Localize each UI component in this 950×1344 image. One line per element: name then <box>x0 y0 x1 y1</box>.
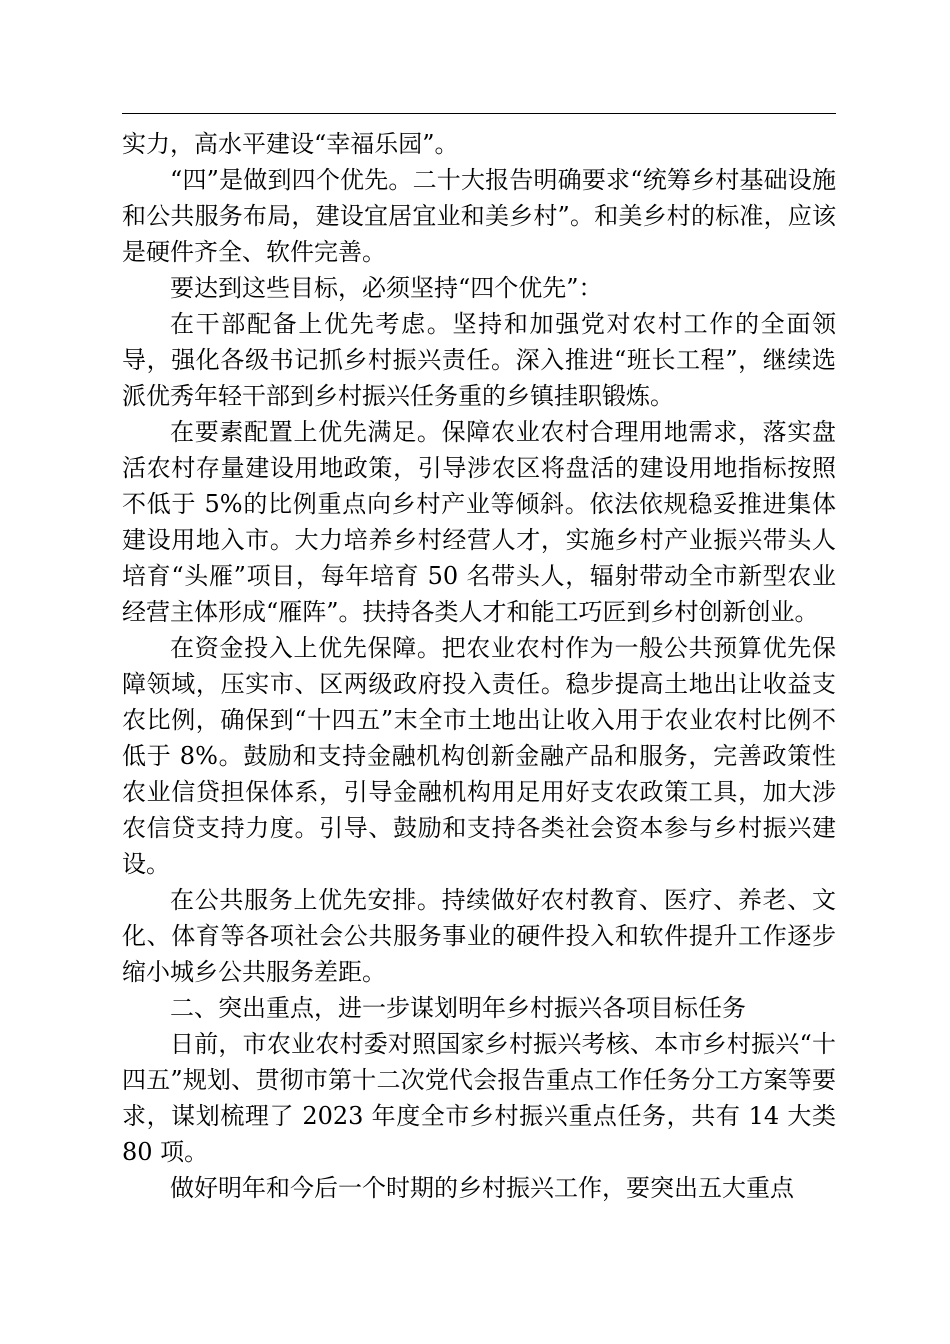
paragraph-continuation: 实力，高水平建设“幸福乐园”。 <box>122 130 459 158</box>
paragraph-cadre-allocation: 在干部配备上优先考虑。坚持和加强党对农村工作的全面领导，强化各级书记抓乡村振兴责任。深入推进“班长工程”，继续选派优秀年轻干部到乡村振兴任务重的乡镇挂职锻炼。 <box>122 310 836 410</box>
paragraph-public-services: 在公共服务上优先安排。持续做好农村教育、医疗、养老、文化、体育等各项社会公共服务事业的硬件投入和软件提升工作逐步缩小城乡公共服务差距。 <box>122 886 836 986</box>
paragraph-five-priorities: 做好明年和今后一个时期的乡村振兴工作，要突出五大重点 <box>170 1174 794 1202</box>
paragraph-factor-allocation: 在要素配置上优先满足。保障农业农村合理用地需求，落实盘活农村存量建设用地政策，引导涉农区将盘活的建设用地指标按照不低于 5%的比例重点向乡村产业等倾斜。依法依规稳妥推进集体建设用地入市。大力培养乡村经营人才，实施乡村产业振兴带头人培育“头雁”项目，每年培育 50 名带头人，辐射带动全市新型农业经营主体形成“雁阵”。扶持各类人才和能工巧匠到乡村创新创业。 <box>122 418 836 626</box>
paragraph-four-priorities-intro: “四”是做到四个优先。二十大报告明确要求“统筹乡村基础设施和公共服务布局，建设宜居宜业和美乡村”。和美乡村的标准，应该是硬件齐全、软件完善。 <box>122 166 836 266</box>
document-body <box>122 126 836 1206</box>
paragraph-funding: 在资金投入上优先保障。把农业农村作为一般公共预算优先保障领域，压实市、区两级政府投入责任。稳步提高土地出让收益支农比例，确保到“十四五”末全市土地出让收入用于农业农村比例不低于 8%。鼓励和支持金融机构创新金融产品和服务，完善政策性农业信贷担保体系，引导金融机构用足用好支农政策工具，加大涉农信贷支持力度。引导、鼓励和支持各类社会资本参与乡村振兴建设。 <box>122 634 836 878</box>
section-heading-two: 二、突出重点，进一步谋划明年乡村振兴各项目标任务 <box>170 994 746 1022</box>
paragraph-key-tasks: 日前，市农业农村委对照国家乡村振兴考核、本市乡村振兴“十四五”规划、贯彻市第十二次党代会报告重点工作任务分工方案等要求，谋划梳理了 2023 年度全市乡村振兴重点任务，共有 14 大类 80 项。 <box>122 1030 836 1166</box>
paragraph-four-priorities-lead: 要达到这些目标，必须坚持“四个优先”： <box>170 274 603 302</box>
header-rule <box>122 113 836 114</box>
